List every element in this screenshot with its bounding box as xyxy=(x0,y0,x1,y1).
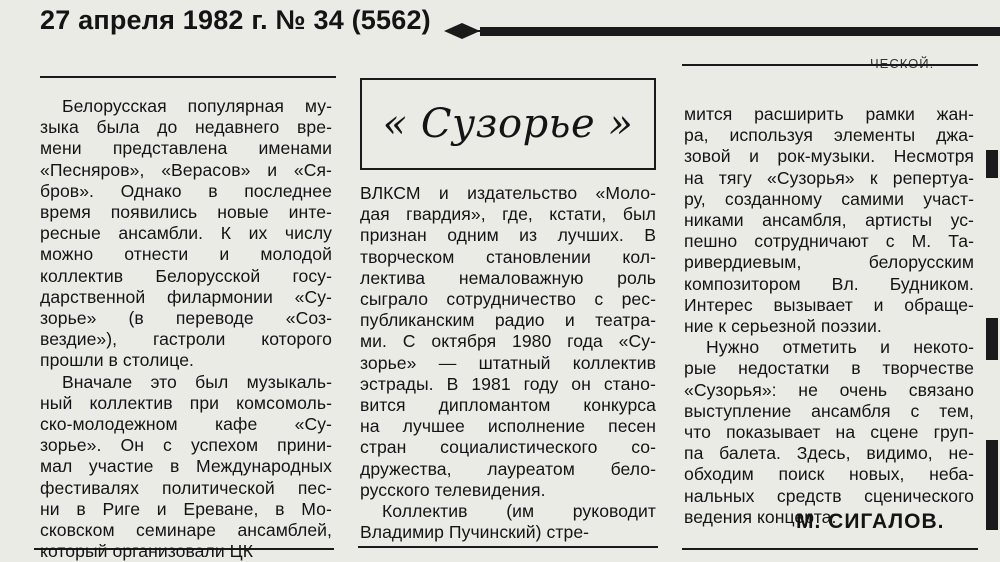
text-line: «Песняров», «Верасов» и «Ся- xyxy=(40,159,332,180)
page-edge-mark xyxy=(986,150,998,178)
text-line: русского телевидения. xyxy=(360,479,546,500)
text-line: на лучшее исполнение песен xyxy=(360,416,656,437)
text-line: зорье» — штатный коллектив xyxy=(360,352,656,373)
text-line: композитором Вл. Будником. xyxy=(684,273,974,294)
text-line: творческом становлении кол- xyxy=(360,246,656,267)
text-line: сыграло сотрудничество с рес- xyxy=(360,289,656,310)
article-column-2 xyxy=(360,183,656,543)
text-line: фестивалях политической пес- xyxy=(40,477,332,498)
text-line: зорье». Он с успехом прини- xyxy=(40,435,332,456)
column-rule-top-right xyxy=(682,64,978,66)
text-line: ние к серьезной поэзии. xyxy=(684,316,882,337)
text-line: время появились новые инте- xyxy=(40,202,332,223)
text-line: обходим поиск новых, неба- xyxy=(684,464,974,485)
text-line: который организовали ЦК xyxy=(40,541,253,562)
article-column-1 xyxy=(40,96,332,562)
text-line: нальных средств сценического xyxy=(684,485,974,506)
text-line: Владимир Пучинский) стре- xyxy=(360,522,590,543)
page-edge-mark xyxy=(986,440,998,530)
column-rule-top-left xyxy=(40,76,336,78)
column-rule-bottom-middle xyxy=(358,546,658,548)
text-line: зыка была до недавнего вре- xyxy=(40,117,332,138)
text-line: ресные ансамбли. К их числу xyxy=(40,223,332,244)
text-line: дружества, лауреатом бело- xyxy=(360,458,656,479)
text-line: рые недостатки в творчестве xyxy=(684,358,974,379)
article-column-3 xyxy=(684,104,974,528)
text-line: Коллектив (им руководит xyxy=(382,501,656,522)
text-line: мится расширить рамки жан- xyxy=(684,104,974,124)
text-line: лектива немаловажную роль xyxy=(360,267,656,288)
text-line: пешно сотрудничают с М. Та- xyxy=(684,231,974,252)
article-title-box xyxy=(360,78,656,170)
text-line: ривердиевым, белорусским xyxy=(684,252,974,273)
author-signature: М. СИГАЛОВ. xyxy=(796,510,945,533)
text-line: выступление ансамбля с тем, xyxy=(684,400,974,421)
text-line: что показывает на сцене груп- xyxy=(684,422,974,443)
text-line: вездие»), гастроли которого xyxy=(40,329,332,350)
text-line: ми. С октября 1980 года «Су- xyxy=(360,331,656,352)
text-line: зорье» (в переводе «Соз- xyxy=(40,308,332,329)
text-line: ра, используя элементы джа- xyxy=(684,125,974,146)
text-line: эстрады. В 1981 году он стано- xyxy=(360,373,656,394)
text-line: публиканским радио и театра- xyxy=(360,310,656,331)
article-title: « Сузорье » xyxy=(382,101,634,147)
text-line: мал участие в Международных xyxy=(40,456,332,477)
text-line: стран социалистического со- xyxy=(360,437,656,458)
text-line: сковском семинаре ансамблей, xyxy=(40,520,332,541)
page-edge-mark xyxy=(986,318,998,360)
text-line: прошли в столице. xyxy=(40,350,194,371)
text-line: ско-молодежном кафе «Су- xyxy=(40,414,332,435)
text-line: Белорусская популярная му- xyxy=(62,96,332,116)
text-line: дая гвардия», где, кстати, был xyxy=(360,204,656,225)
text-line: «Сузорья»: не очень связано xyxy=(684,379,974,400)
text-line: ведения концерта. xyxy=(684,506,837,527)
column-rule-bottom-right xyxy=(682,548,978,550)
text-line: зовой и рок-музыки. Несмотря xyxy=(684,146,974,167)
text-line: признан одним из лучших. В xyxy=(360,225,656,246)
text-line: Вначале это был музыкаль- xyxy=(62,371,332,392)
text-line: ру, созданному самими участ- xyxy=(684,188,974,209)
text-line: никами ансамбля, артисты ус- xyxy=(684,210,974,231)
text-line: Нужно отметить и некото- xyxy=(706,337,974,358)
text-line: ный коллектив при комсомоль- xyxy=(40,392,332,413)
text-line: можно отнести и молодой xyxy=(40,244,332,265)
text-line: вится дипломантом конкурса xyxy=(360,395,656,416)
text-line: па балета. Здесь, видимо, не- xyxy=(684,443,974,464)
text-line: бров». Однако в последнее xyxy=(40,180,332,201)
issue-date-number: 27 апреля 1982 г. № 34 (5562) xyxy=(40,5,431,35)
text-line: дарственной филармонии «Су- xyxy=(40,286,332,307)
header-ornament-bar xyxy=(440,20,1000,42)
text-line: мени представлена именами xyxy=(40,138,332,159)
text-line: на тягу «Сузорья» к репертуа- xyxy=(684,167,974,188)
text-line: ни в Риге и Ереване, в Мо- xyxy=(40,498,332,519)
text-line: Интерес вызывает и обраще- xyxy=(684,294,974,315)
text-line: коллектив Белорусской госу- xyxy=(40,265,332,286)
text-line: ВЛКСМ и издательство «Моло- xyxy=(360,183,656,203)
